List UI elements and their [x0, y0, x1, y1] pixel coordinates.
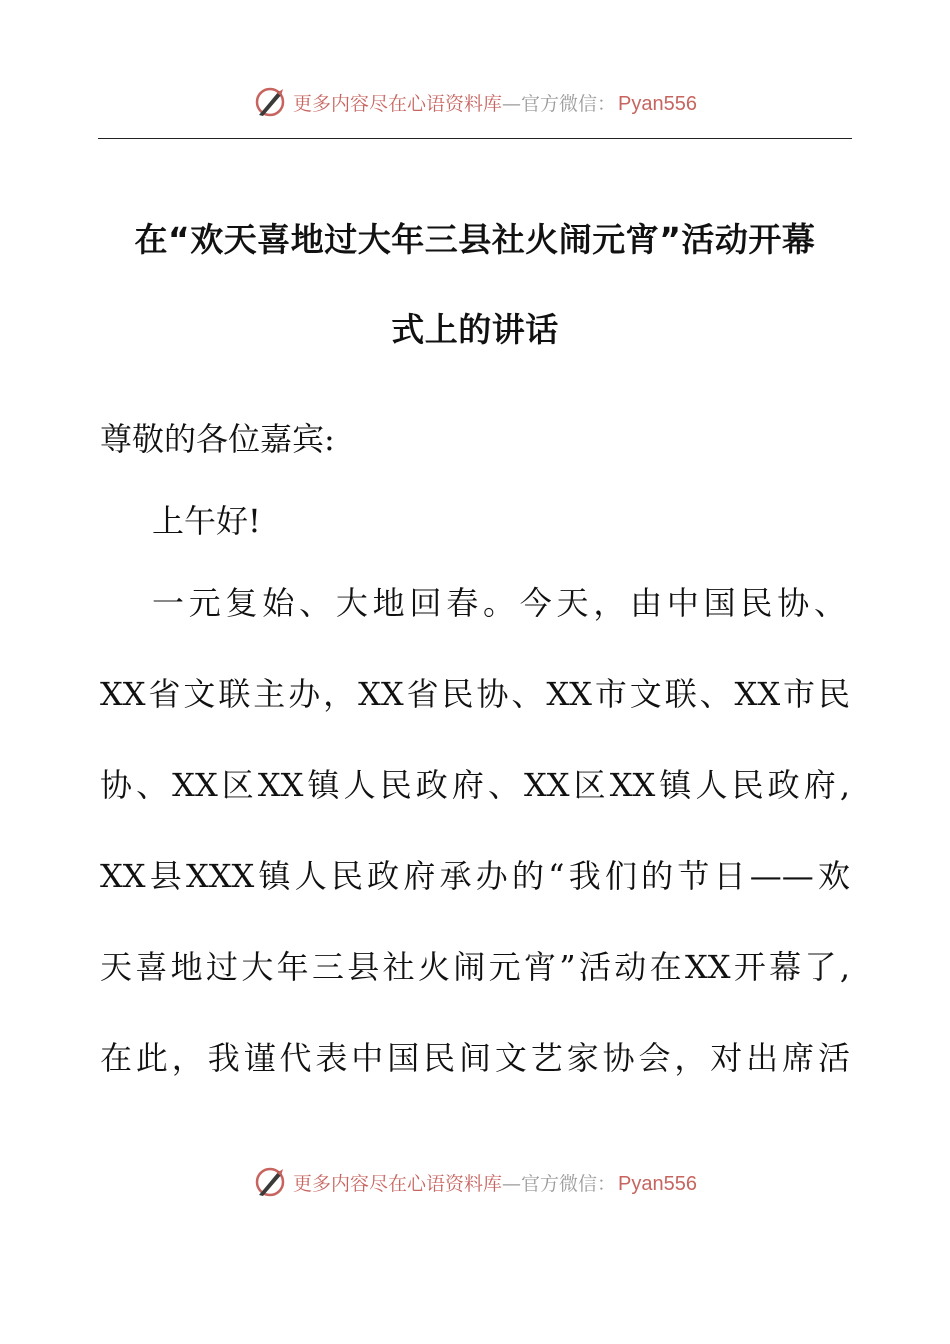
body-line: 在此，我谨代表中国民间文艺家协会，对出席活 [100, 1039, 850, 1077]
footer-banner [0, 1162, 950, 1202]
quill-logo-icon [253, 1165, 287, 1199]
salutation: 尊敬的各位嘉宾: [100, 420, 335, 458]
banner-separator-text: —官方微信： [502, 1172, 617, 1195]
document-title-line-1: 在“欢天喜地过大年三县社火闹元宵”活动开幕 [134, 220, 816, 259]
banner-main-text: 更多内容尽在心语资料库 [293, 92, 503, 115]
banner-main-text: 更多内容尽在心语资料库 [293, 1172, 503, 1195]
header-rule [98, 138, 852, 139]
greeting: 上午好! [152, 502, 261, 540]
banner-wechat-id: Pyan556 [618, 1172, 697, 1195]
banner-text [293, 89, 697, 116]
header-banner [0, 82, 950, 122]
body-line: 一元复始、大地回春。今天，由中国民协、 [152, 584, 846, 622]
banner-separator-text: —官方微信： [502, 92, 617, 115]
banner-wechat-id: Pyan556 [618, 92, 697, 115]
document-title-line-2: 式上的讲话 [391, 310, 559, 349]
body-line: 协、XX区XX镇人民政府、XX区XX镇人民政府, [100, 766, 850, 804]
body-line: XX省文联主办，XX省民协、XX市文联、XX市民 [100, 675, 850, 713]
quill-logo-icon [253, 85, 287, 119]
body-line: XX县XXX镇人民政府承办的“我们的节日——欢 [100, 857, 850, 895]
body-line: 天喜地过大年三县社火闹元宵”活动在XX开幕了, [100, 948, 850, 986]
banner-text [293, 1169, 697, 1196]
